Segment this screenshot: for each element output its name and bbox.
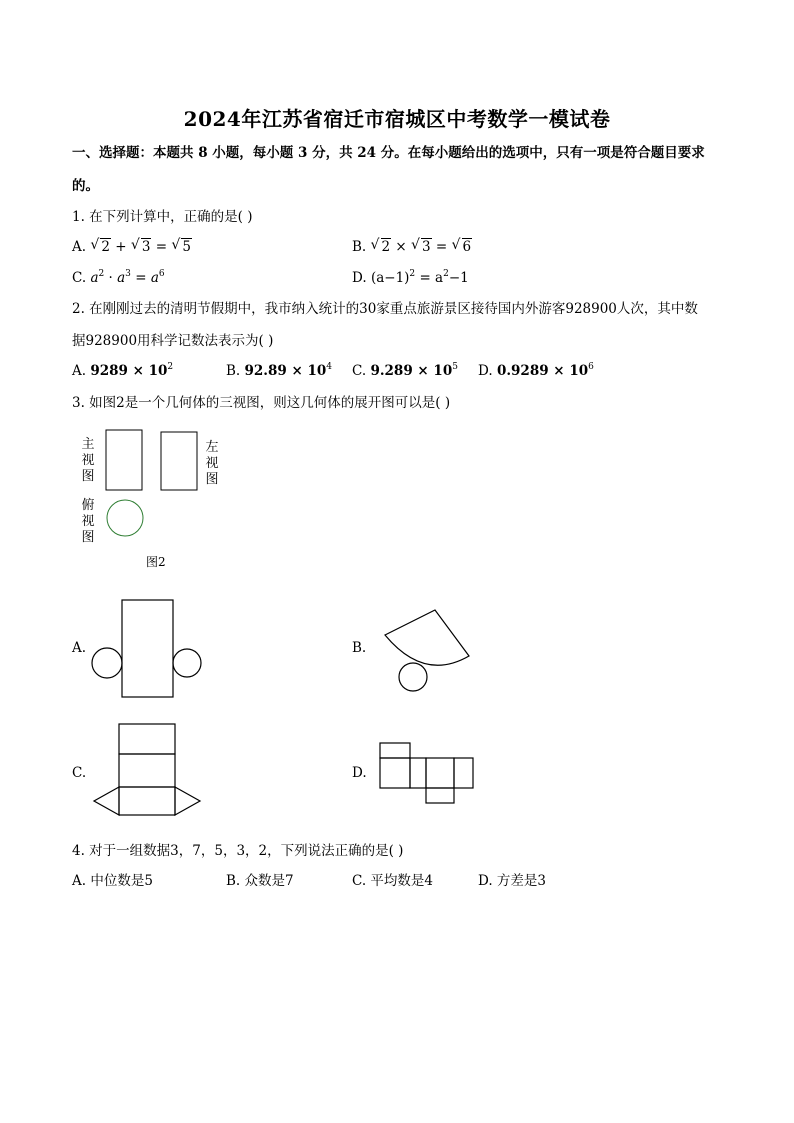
q3-option-c-label: C.	[72, 765, 87, 781]
net-d-top-square	[380, 743, 410, 758]
q1-b-op1: ×	[395, 239, 407, 255]
q2-option-a-label: A.	[72, 363, 87, 379]
q2-a-exp: 2	[167, 362, 174, 372]
main-view-label: 主视图	[81, 437, 95, 484]
net-d-square-1	[380, 758, 410, 788]
q2-option-c	[352, 361, 458, 381]
q1-a-rad3: 5	[182, 239, 191, 255]
net-c-bottom-rect	[119, 787, 175, 815]
net-c-middle-rect	[119, 754, 175, 787]
q1-d-exp2: 2	[443, 269, 449, 279]
q1-c-var3: a	[150, 270, 159, 286]
q2-option-b-label: B.	[226, 363, 241, 379]
left-view-rect	[161, 432, 197, 490]
q1-option-a	[72, 237, 192, 257]
net-d-square-3	[426, 758, 454, 788]
q4-stem: 4. 对于一组数据3，7，5，3，2，下列说法正确的是( )	[72, 843, 404, 859]
q1-d-tail: −1	[448, 270, 469, 286]
three-view-figure	[100, 425, 210, 545]
q3-stem: 3. 如图2是一个几何体的三视图，则这几何体的展开图可以是( )	[72, 395, 451, 411]
q2-option-d-label: D.	[478, 363, 493, 379]
q2-a-base: 9289 × 10	[90, 363, 168, 379]
q4-option-a: A. 中位数是5	[72, 873, 153, 889]
net-a-left-circle	[92, 648, 122, 678]
q1-c-var2: a	[117, 270, 126, 286]
q4-option-d: D. 方差是3	[478, 873, 547, 889]
net-d-bottom-square	[426, 788, 454, 803]
main-view-rect	[106, 430, 142, 490]
net-b-sector	[385, 610, 469, 665]
q1-a-op2: =	[155, 239, 168, 255]
q2-stem-line1: 2. 在刚刚过去的清明节假期中，我市纳入统计的30家重点旅游景区接待国内外游客928900人次，其中数	[72, 301, 698, 317]
net-b-circle	[399, 663, 427, 691]
q2-d-base: 0.9289 × 10	[496, 363, 589, 379]
q2-b-base: 92.89 × 10	[244, 363, 327, 379]
q2-option-d	[478, 361, 594, 381]
page-title: 2024年江苏省宿迁市宿城区中考数学一模试卷	[183, 107, 611, 131]
top-view-circle	[107, 500, 143, 536]
q3-option-a-label: A.	[72, 640, 87, 656]
q2-d-exp: 6	[588, 362, 594, 372]
section-heading-line2: 的。	[72, 178, 99, 194]
q2-b-exp: 4	[326, 362, 333, 372]
q3-option-b-net	[376, 604, 476, 694]
q2-c-exp: 5	[452, 362, 458, 372]
q2-option-a	[72, 361, 173, 381]
net-c-top-rect	[119, 724, 175, 754]
figure-caption: 图2	[146, 555, 166, 569]
q1-c-exp2: 3	[125, 269, 131, 279]
q1-option-b	[352, 237, 472, 257]
q3-option-c-net	[90, 720, 205, 820]
q1-c-exp3: 6	[158, 269, 165, 279]
q2-option-c-label: C.	[352, 363, 367, 379]
q3-option-d-net	[376, 738, 478, 810]
q1-option-c: C. $a^2 \cdot a^3 = a^6$	[72, 269, 165, 286]
q2-option-b	[226, 361, 332, 381]
q2-c-base: 9.289 × 10	[370, 363, 453, 379]
net-c-left-triangle	[94, 787, 119, 815]
net-d-square-4	[454, 758, 473, 788]
q1-option-a-label: A.	[72, 239, 87, 255]
q1-option-b-label: B.	[352, 239, 367, 255]
q1-d-left: (a−1)	[370, 270, 410, 286]
q1-b-rad1: 2	[381, 239, 391, 255]
net-a-rectangle	[122, 600, 173, 697]
q1-b-rad2: 3	[422, 239, 431, 255]
top-view-label: 俯视图	[81, 498, 95, 545]
net-d-square-2	[410, 758, 426, 788]
q1-a-rad2: 3	[141, 239, 151, 255]
q1-stem: 1. 在下列计算中，正确的是( )	[72, 209, 253, 225]
q4-option-c: C. 平均数是4	[352, 873, 434, 889]
q1-c-var: a	[90, 270, 99, 286]
q1-c-exp1: 2	[98, 269, 105, 279]
net-a-right-circle	[173, 649, 201, 677]
q4-option-b: B. 众数是7	[226, 873, 294, 889]
q1-b-rad3: 6	[462, 239, 472, 255]
section-heading-line1: 一、选择题：本题共 8 小题，每小题 3 分，共 24 分。在每小题给出的选项中，只有一项是符合题目要求	[72, 145, 705, 161]
q3-option-a-net	[88, 596, 208, 701]
left-view-label: 左视图	[205, 440, 219, 487]
q3-option-b-label: B.	[352, 640, 367, 656]
q1-b-op2: =	[435, 239, 448, 255]
q1-option-d	[352, 268, 469, 288]
q1-a-rad1: 2	[101, 239, 110, 255]
q1-a-op1: +	[115, 239, 127, 255]
q2-stem-line2: 据928900用科学记数法表示为( )	[72, 333, 274, 349]
q3-option-d-label: D.	[352, 765, 367, 781]
net-c-right-triangle	[175, 787, 200, 815]
q1-option-d-label: D.	[352, 270, 367, 286]
q1-d-right: = a	[419, 270, 444, 286]
q1-d-exp1: 2	[409, 269, 416, 279]
q1-option-c-label: C.	[72, 270, 87, 286]
